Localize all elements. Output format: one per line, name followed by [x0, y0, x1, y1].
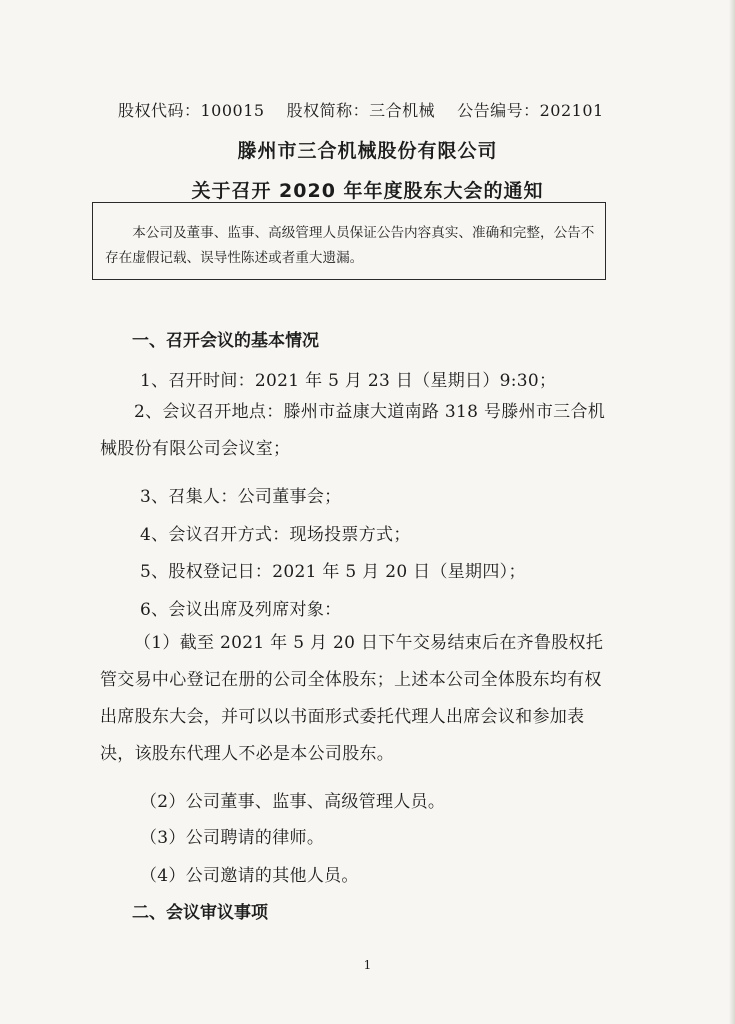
- page-number: 1: [363, 958, 372, 972]
- stock-code: 股权代码：100015: [118, 101, 265, 120]
- notice-number: 公告编号：202101: [457, 101, 604, 120]
- item-6-attendees: 6、会议出席及列席对象：: [140, 600, 342, 620]
- item-4-method: 4、会议召开方式：现场投票方式；: [140, 525, 411, 545]
- scan-edge-shadow: [729, 0, 735, 1024]
- item-1-time: 1、召开时间：2021 年 5 月 23 日（星期日）9:30；: [140, 371, 557, 391]
- disclaimer-box: 本公司及董事、监事、高级管理人员保证公告内容真实、准确和完整，公告不存在虚假记载、误导性陈述或者重大遗漏。: [92, 202, 606, 280]
- company-title: 滕州市三合机械股份有限公司: [237, 140, 498, 162]
- sub-item-1: （1）截至 2021 年 5 月 20 日下午交易结束后在齐鲁股权托管交易中心登记在册的公司全体股东；上述本公司全体股东均有权出席股东大会，并可以以书面形式委托代理人出席会议和参加表决，该股东代理人不必是本公司股东。: [100, 633, 604, 764]
- item-3-convener: 3、召集人：公司董事会；: [140, 487, 342, 507]
- sub-item-3: （3）公司聘请的律师。: [140, 828, 325, 848]
- notice-title: 关于召开 2020 年年度股东大会的通知: [191, 180, 544, 202]
- header-line: [118, 98, 618, 121]
- stock-abbreviation: 股权简称：三合机械: [286, 101, 436, 120]
- sub-item-4: （4）公司邀请的其他人员。: [140, 866, 359, 886]
- sub-item-2: （2）公司董事、监事、高级管理人员。: [140, 792, 446, 812]
- section-1-title: 一、召开会议的基本情况: [132, 331, 319, 351]
- item-2-location: 2、会议召开地点：滕州市益康大道南路 318 号滕州市三合机械股份有限公司会议室；: [100, 402, 606, 459]
- item-5-record-date: 5、股权登记日：2021 年 5 月 20 日（星期四）；: [140, 562, 526, 582]
- section-2-title: 二、会议审议事项: [132, 903, 268, 923]
